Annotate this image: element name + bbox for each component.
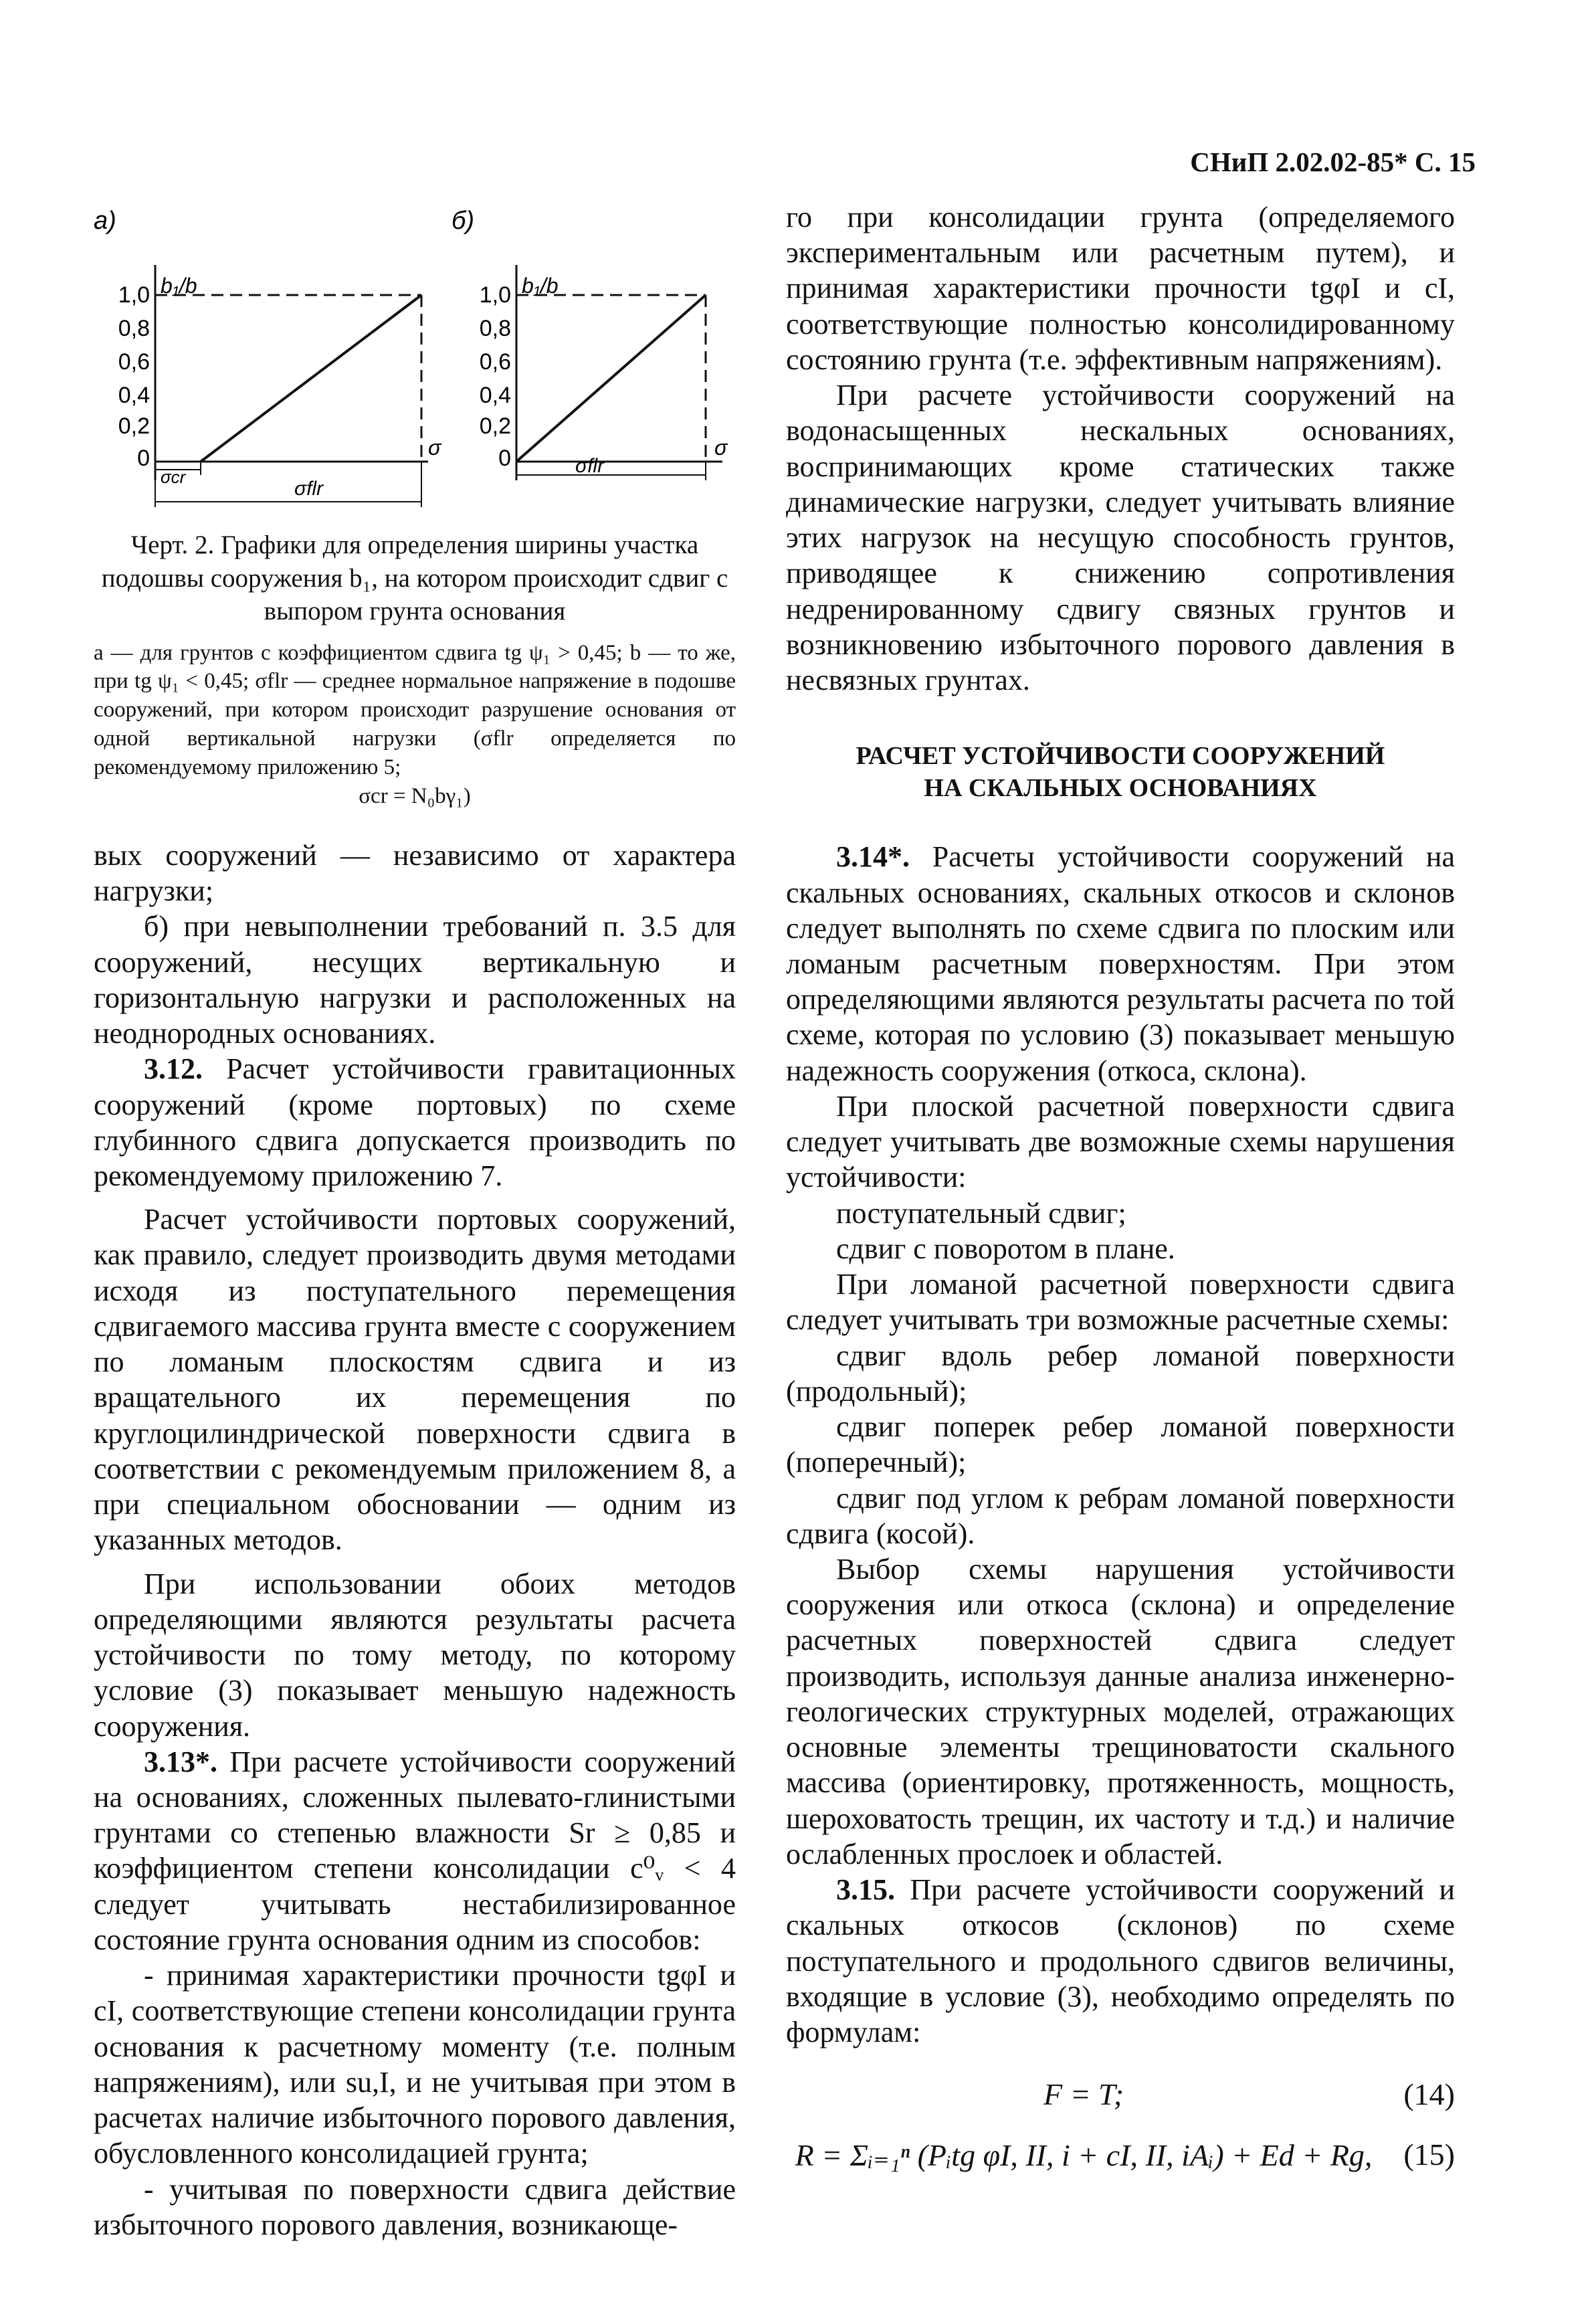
list-item: сдвиг под углом к ребрам ломаной поверхности сдвига (косой). (786, 1481, 1455, 1550)
panel-b-tick: 0,6 (479, 349, 511, 375)
figure-caption: Черт. 2. Графики для определения ширины участка подошвы сооружения b₁, на котором происходит сдвиг с выпором грунта основания (101, 531, 728, 626)
panel-b-tick: 0 (498, 446, 511, 471)
paragraph: го при консолидации грунта (определяемого экспериментальным или расчетным путем), и принимая характеристики прочности tgφI и cI, соответствующие полностью консолидированному состоянию грунта (т.е. эффективным напряжениям). (786, 201, 1455, 376)
paragraph-3-12 (94, 1051, 736, 1193)
panel-a-tick: 1,0 (118, 282, 150, 308)
formula-15 (786, 2129, 1455, 2189)
paragraph: Расчет устойчивости портовых сооружений, как правило, следует производить двумя методами исходя из поступательного перемещения сдвигаемого массива грунта вместе с сооружением по ломаным плоскостям сдвига и из вращательного их перемещения по круглоцилиндрической поверхности сдвига в соответствии с рекомендуемым приложением 8, а при специальном обосновании — одним из указанных методов. (94, 1203, 736, 1557)
panel-a-tick: 0,8 (118, 316, 150, 341)
figure-2 (94, 199, 736, 534)
clause-number: 3.15. (836, 1873, 895, 1907)
formula-expression: R = Σᵢ₌₁ⁿ (Pᵢtg φI, II, i + cI, II, iAᵢ) + Ed + Rg, (795, 2138, 1373, 2173)
paragraph: При ломаной расчетной поверхности сдвига следует учитывать три возможные расчетные схемы: (786, 1268, 1455, 1337)
paragraph-3-13 (94, 1744, 736, 1957)
paragraph-text: При расчете устойчивости сооружений и скальных откосов (склонов) по схеме поступательного и продольного сдвигов величины, входящие в условие (3), необходимо определять по формулам: (786, 1873, 1456, 2049)
paragraph: При плоской расчетной поверхности сдвига следует учитывать две возможные схемы нарушения устойчивости: (786, 1089, 1455, 1194)
paragraph: вых сооружений — независимо от характера нагрузки; (94, 838, 736, 908)
panel-b-axis-label: b₁/b (522, 274, 559, 298)
paragraph: При расчете устойчивости сооружений на водонасыщенных нескальных основаниях, воспринимающих кроме статических также динамические нагрузки, следует учитывать влияние этих нагрузок на несущую способность грунтов, приводящее к снижению сопротивления недренированному сдвигу связных грунтов и возникновению избыточного порового давления в несвязных грунтах. (786, 379, 1455, 697)
panel-a-letter: а) (94, 207, 116, 235)
legend-text: а — для грунтов с коэффициентом сдвига tg ψ₁ > 0,45; b — то же, при tg ψ₁ < 0,45; σflr — среднее нормальное напряжение в подошве сооружений, при котором происходит разрушение основания от одной вертикальной нагрузки (σflr определяется по рекомендуемому приложению 5; (94, 640, 736, 780)
page-header: СНиП 2.02.02-85* С. 15 (1190, 147, 1476, 177)
paragraph-text: При расчете устойчивости сооружений на основаниях, сложенных пылевато-глинистыми грунтами со степенью влажности Sr ≥ 0,85 и коэффициентом степени консолидации c⁰ᵥ < 4 следует учитывать нестабилизированное состояние грунта основания одним из способов: (94, 1745, 736, 1956)
panel-a-tick: 0 (137, 446, 150, 471)
panel-b (480, 265, 728, 480)
paragraph: б) при невыполнении требований п. 3.5 для сооружений, несущих вертикальную и горизонтальную нагрузки и расположенных на неоднородных основаниях. (94, 910, 736, 1050)
list-item: сдвиг поперек ребер ломаной поверхности (поперечный); (786, 1410, 1455, 1479)
panel-a-tick: 0,4 (118, 383, 150, 408)
paragraph-3-14 (786, 839, 1455, 1088)
paragraph: - принимая характеристики прочности tgφI и cI, соответствующие степени консолидации грунта основания к расчетному моменту (т.е. полным напряжениям), или su,I, и не учитывая при этом в расчетах наличие избыточного порового давления, обусловленного консолидацией грунта; (94, 1959, 736, 2170)
figure-graphs (94, 199, 736, 534)
paragraph-text: Расчет устойчивости гравитационных сооружений (кроме портовых) по схеме глубинного сдвига допускается производить по рекомендуемому приложению 7. (94, 1052, 736, 1192)
paragraph-text: Расчеты устойчивости сооружений на скальных основаниях, скальных откосов и склонов следует выполнять по схеме сдвига по плоским или ломаным расчетным поверхностям. При этом определяющими являются результаты расчета по той схеме, которая по условию (3) показывает меньшую надежность сооружения (откоса, склона). (786, 840, 1455, 1087)
figure-legend (94, 639, 736, 811)
panel-b-sigma: σ (714, 436, 728, 460)
panel-b-flr-label: σflr (575, 455, 605, 477)
paragraph-3-15 (786, 1872, 1455, 2050)
panel-a-sigma: σ (428, 436, 441, 460)
legend-formula: σcr = N₀bγ₁) (359, 784, 471, 808)
panel-b-tick: 0,4 (479, 383, 511, 408)
left-text (94, 838, 736, 2242)
section-title-line-2: НА СКАЛЬНЫХ ОСНОВАНИЯХ (924, 773, 1317, 802)
panel-a-flr-label: σflr (294, 478, 324, 500)
formula-14 (786, 2069, 1455, 2129)
panel-a-tick: 0,6 (118, 349, 150, 375)
clause-number: 3.13*. (144, 1745, 217, 1778)
panel-b-tick: 0,2 (479, 413, 511, 439)
list-item: сдвиг вдоль ребер ломаной поверхности (продольный); (786, 1339, 1455, 1408)
formula-number: (15) (1403, 2137, 1455, 2172)
left-column (94, 199, 736, 2242)
list-item: поступательный сдвиг; (836, 1196, 1126, 1230)
clause-number: 3.14*. (836, 840, 910, 874)
paragraph: - учитывая по поверхности сдвига действие избыточного порового давления, возникающе- (94, 2172, 736, 2241)
panel-b-line (516, 295, 706, 462)
panel-b-tick: 1,0 (479, 282, 511, 308)
panel-a-cr-label: σcr (161, 467, 186, 487)
formula-expression: F = T; (1043, 2077, 1124, 2112)
section-title (786, 741, 1455, 804)
paragraph: Выбор схемы нарушения устойчивости сооружения или откоса (склона) и определение расчетных поверхностей сдвига следует производить, используя данные анализа инженерно-геологических структурных моделей, отражающих основные элементы трещиноватости скального массива (ориентировку, протяженность, мощность, шероховатость трещин, их частоту и т.д.) и наличие ослабленных прослоек и областей. (786, 1552, 1455, 1871)
panel-b-tick: 0,8 (479, 316, 511, 341)
panel-a-tick: 0,2 (118, 413, 150, 439)
panel-b-letter: б) (452, 207, 475, 235)
paragraph: При использовании обоих методов определяющими являются результаты расчета устойчивости по тому методу, по которому условие (3) показывает меньшую надежность сооружения. (94, 1567, 736, 1743)
panel-a-line (201, 295, 421, 462)
section-title-line-1: РАСЧЕТ УСТОЙЧИВОСТИ СООРУЖЕНИЙ (856, 742, 1385, 771)
panel-a (118, 265, 442, 507)
panel-a-axis-label: b₁/b (161, 274, 197, 298)
formula-number: (14) (1403, 2077, 1455, 2112)
right-column (786, 199, 1455, 2189)
clause-number: 3.12. (144, 1052, 203, 1086)
list-item: сдвиг с поворотом в плане. (836, 1232, 1175, 1265)
